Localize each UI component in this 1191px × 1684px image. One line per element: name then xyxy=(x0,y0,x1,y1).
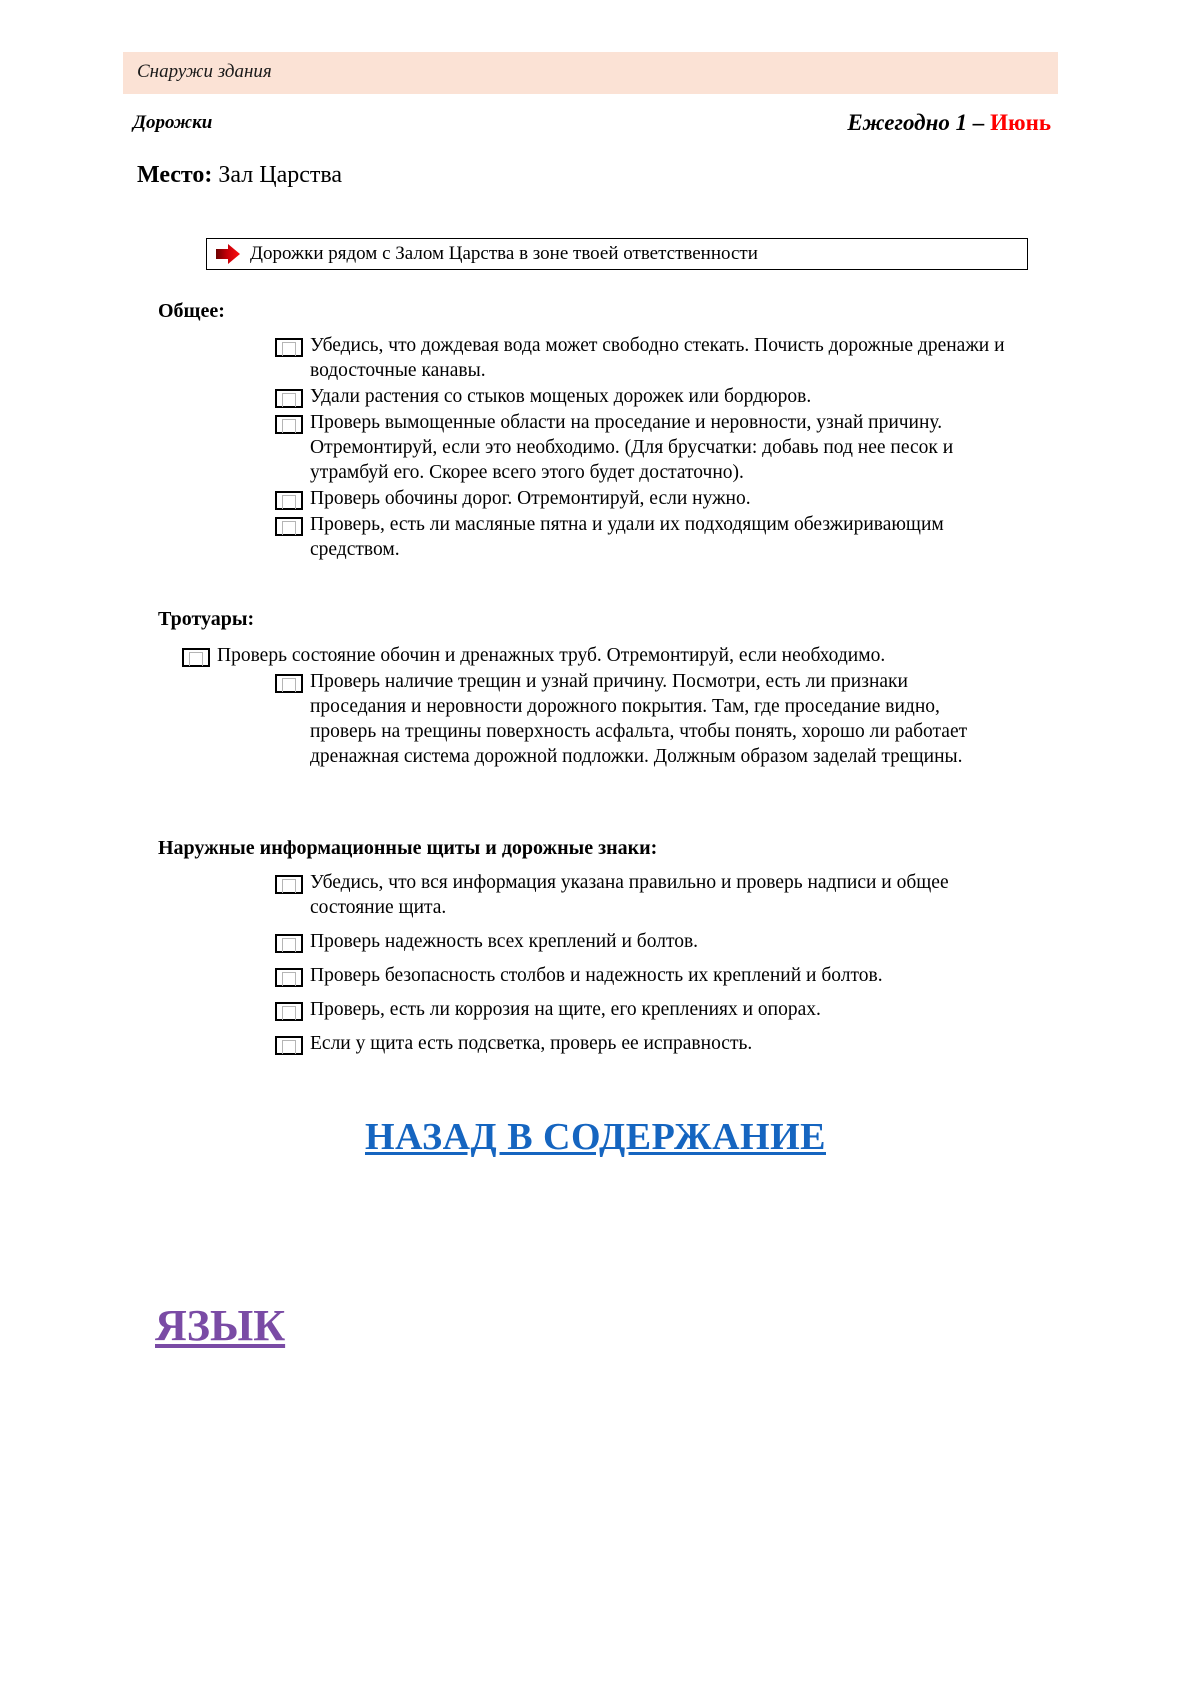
checkbox[interactable] xyxy=(275,968,303,987)
checkbox[interactable] xyxy=(275,415,303,434)
scope-callout-box xyxy=(206,238,1028,270)
check-item[interactable] xyxy=(275,512,1005,562)
check-item-label: Убедись, что вся информация указана правильно и проверь надписи и общее состояние щита. xyxy=(310,872,949,918)
checkbox[interactable] xyxy=(275,674,303,693)
check-item-label: Убедись, что дождевая вода может свободно стекать. Почисть дорожные дренажи и водосточные канавы. xyxy=(310,335,1005,381)
section-heading-general: Общее: xyxy=(158,300,225,322)
place-label: Место: xyxy=(137,162,213,188)
check-item[interactable] xyxy=(275,384,1005,409)
check-item[interactable] xyxy=(275,669,1005,769)
language-link[interactable]: ЯЗЫК xyxy=(155,1301,286,1350)
checkbox[interactable] xyxy=(275,338,303,357)
checkbox[interactable] xyxy=(275,1036,303,1055)
check-item[interactable] xyxy=(275,870,1005,920)
check-item[interactable] xyxy=(275,333,1005,383)
check-item-label: Проверь состояние обочин и дренажных труб. Отремонтируй, если необходимо. xyxy=(217,645,886,666)
check-item-label: Если у щита есть подсветка, проверь ее исправность. xyxy=(310,1033,753,1054)
check-item[interactable] xyxy=(182,643,1005,668)
checkbox[interactable] xyxy=(275,389,303,408)
checkbox[interactable] xyxy=(275,491,303,510)
place-line xyxy=(137,162,342,189)
check-item[interactable] xyxy=(275,929,1005,954)
checkbox[interactable] xyxy=(275,934,303,953)
topic-title: Дорожки xyxy=(133,112,213,133)
checkbox[interactable] xyxy=(182,648,210,667)
check-item-label: Проверь наличие трещин и узнай причину. Посмотри, есть ли признаки проседания и неровности дорожного покрытия. Там, где проседание видно, проверь на трещины поверхность асфальта, чтобы понять, хорошо ли работает дренажная система дорожной подложки. Должным образом заделай трещины. xyxy=(310,671,968,767)
checklist-general xyxy=(275,333,1005,563)
checklist-signs xyxy=(275,870,1005,1065)
checkbox[interactable] xyxy=(275,875,303,894)
section-heading-signs: Наружные информационные щиты и дорожные знаки: xyxy=(158,837,658,859)
check-item[interactable] xyxy=(275,1031,1005,1056)
frequency-text: Ежегодно 1 – xyxy=(847,110,991,135)
scope-callout-text: Дорожки рядом с Залом Царства в зоне твоей ответственности xyxy=(250,243,758,264)
check-item-label: Проверь, есть ли масляные пятна и удали их подходящим обезжиривающим средством. xyxy=(310,514,944,560)
check-item[interactable] xyxy=(275,997,1005,1022)
place-value: Зал Царства xyxy=(218,162,343,188)
check-item[interactable] xyxy=(275,486,1005,511)
check-item[interactable] xyxy=(275,410,1005,485)
back-to-contents-link[interactable]: НАЗАД В СОДЕРЖАНИЕ xyxy=(365,1116,826,1158)
check-item[interactable] xyxy=(275,963,1005,988)
check-item-label: Проверь надежность всех креплений и болтов. xyxy=(310,931,699,952)
check-item-label: Проверь обочины дорог. Отремонтируй, если нужно. xyxy=(310,488,751,509)
right-arrow-icon xyxy=(214,243,242,265)
month-text: Июнь xyxy=(990,110,1051,135)
check-item-label: Проверь безопасность столбов и надежность их креплений и болтов. xyxy=(310,965,883,986)
check-item-label: Проверь, есть ли коррозия на щите, его креплениях и опорах. xyxy=(310,999,821,1020)
checkbox[interactable] xyxy=(275,517,303,536)
check-item-label: Удали растения со стыков мощеных дорожек или бордюров. xyxy=(310,386,812,407)
header-band xyxy=(123,52,1058,94)
checklist-sidewalks xyxy=(217,643,1005,770)
subheader-row xyxy=(133,112,1051,142)
checkbox[interactable] xyxy=(275,1002,303,1021)
check-item-label: Проверь вымощенные области на проседание и неровности, узнай причину. Отремонтируй, если это необходимо. (Для брусчатки: добавь под нее песок и утрамбуй его. Скорее всего этого будет достаточно). xyxy=(310,412,954,483)
header-band-title: Снаружи здания xyxy=(137,61,272,82)
frequency-label xyxy=(847,110,1051,136)
section-heading-sidewalks: Тротуары: xyxy=(158,608,255,630)
